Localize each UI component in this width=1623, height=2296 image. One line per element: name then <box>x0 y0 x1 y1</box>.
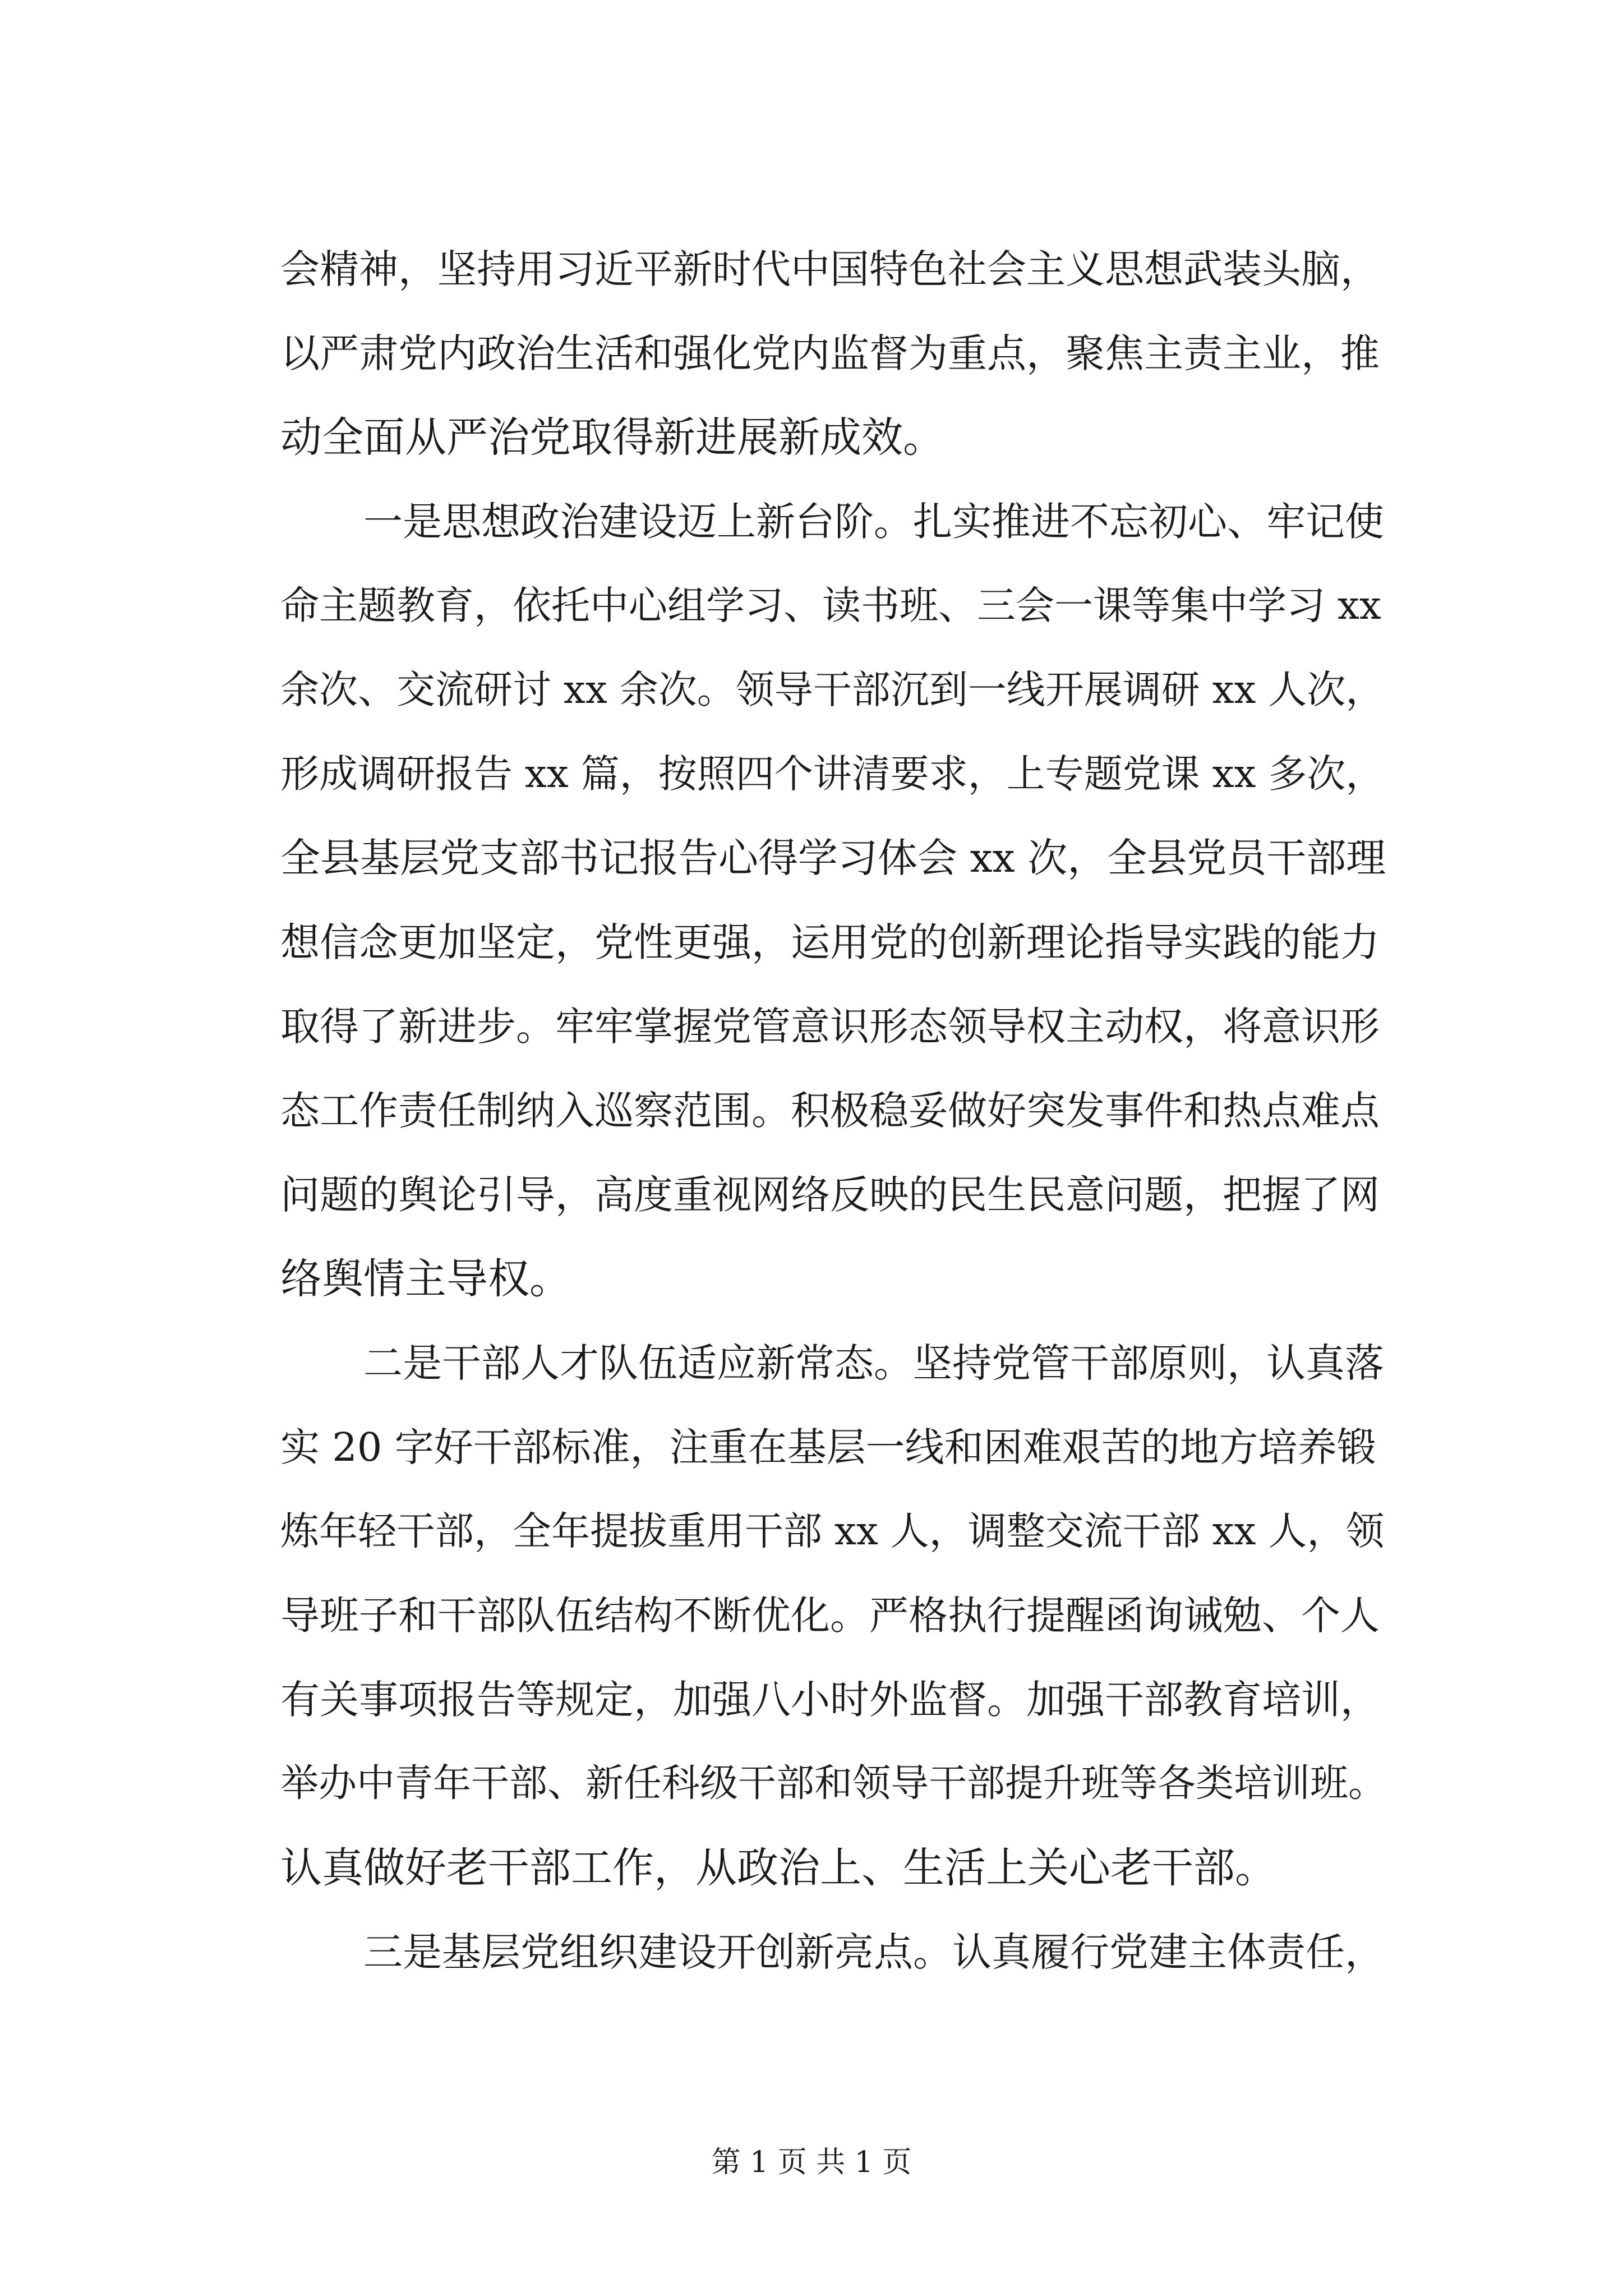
text-line-5: 命主题教育，依托中心组学习、读书班、三会一课等集中学习 xx <box>280 583 1381 628</box>
page-footer: 第 1 页 共 1 页 <box>711 2146 912 2179</box>
paragraph-3-first-line: 三是基层党组织建设开创新亮点。认真履行党建主体责任， <box>363 1929 1384 1975</box>
text-line-3: 动全面从严治党取得新进展新成效。 <box>280 413 944 462</box>
paragraph-2-first-line: 二是干部人才队伍适应新常态。坚持党管干部原则，认真落 <box>363 1340 1384 1386</box>
text-line-12: 问题的舆论引导，高度重视网络反映的民生民意问题，把握了网 <box>280 1172 1380 1218</box>
text-line-16: 炼年轻干部，全年提拔重用干部 xx 人，调整交流干部 xx 人，领 <box>280 1509 1385 1554</box>
text-line-6: 余次、交流研讨 xx 余次。领导干部沉到一线开展调研 xx 人次， <box>280 668 1385 712</box>
text-line-19: 举办中青年干部、新任科级干部和领导干部提升班等各类培训班。 <box>280 1761 1387 1806</box>
text-line-7: 形成调研报告 xx 篇，按照四个讲清要求，上专题党课 xx 多次， <box>280 752 1385 797</box>
text-line-9: 想信念更加坚定，党性更强，运用党的创新理论指导实践的能力 <box>280 919 1380 965</box>
text-line-1: 会精神，坚持用习近平新时代中国特色社会主义思想武装头脑， <box>280 246 1380 292</box>
text-line-18: 有关事项报告等规定，加强八小时外监督。加强干部教育培训， <box>280 1677 1380 1723</box>
text-line-8: 全县基层党支部书记报告心得学习体会 xx 次，全县党员干部理 <box>280 835 1386 881</box>
text-line-20: 认真做好老干部工作，从政治上、生活上关心老干部。 <box>280 1844 1276 1892</box>
text-line-13: 络舆情主导权。 <box>280 1255 571 1303</box>
text-line-2: 以严肃党内政治生活和强化党内监督为重点，聚焦主责主业，推 <box>280 330 1380 376</box>
text-line-17: 导班子和干部队伍结构不断优化。严格执行提醒函询诫勉、个人 <box>280 1593 1380 1639</box>
paragraph-1-first-line: 一是思想政治建设迈上新台阶。扎实推进不忘初心、牢记使 <box>363 499 1384 545</box>
text-line-15: 实 20 字好干部标准，注重在基层一线和困难艰苦的地方培养锻 <box>280 1424 1376 1470</box>
text-line-10: 取得了新进步。牢牢掌握党管意识形态领导权主动权，将意识形 <box>280 1004 1380 1050</box>
text-line-11: 态工作责任制纳入巡察范围。积极稳妥做好突发事件和热点难点 <box>280 1088 1380 1134</box>
